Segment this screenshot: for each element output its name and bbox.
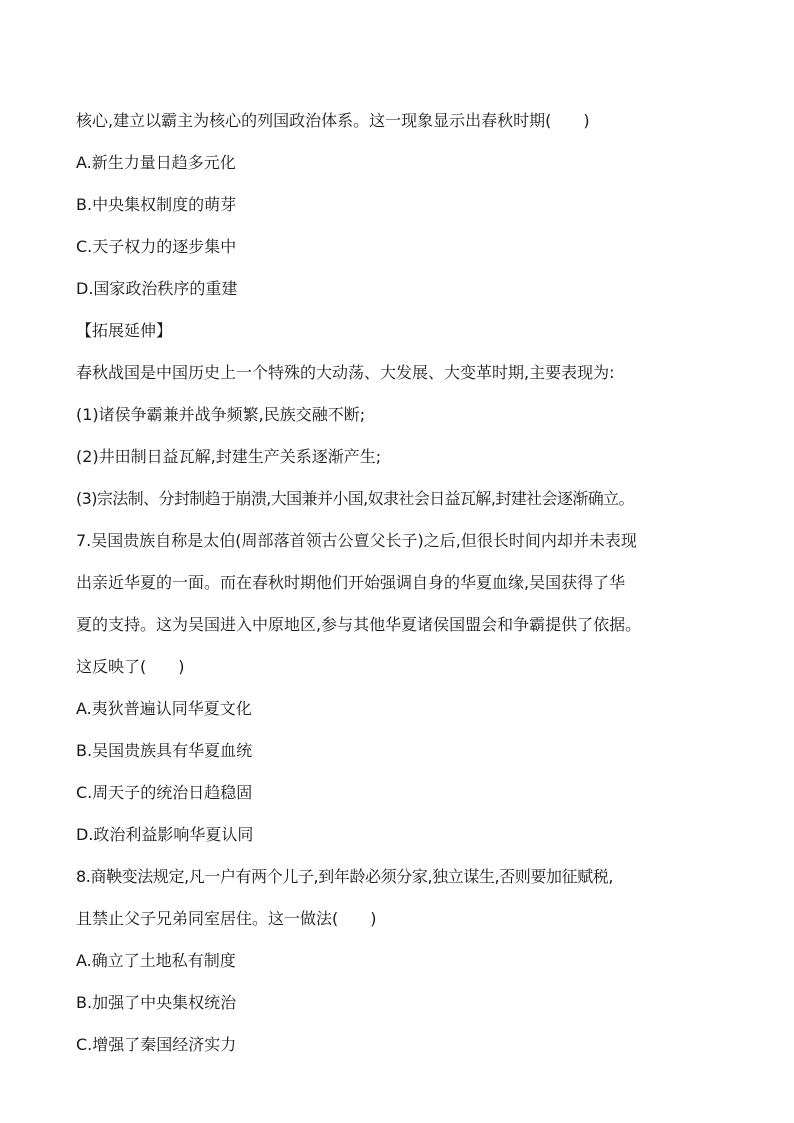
q8-option-b: B.加强了中央集权统治 — [76, 993, 237, 1012]
q8-option-c: C.增强了秦国经济实力 — [76, 1035, 237, 1054]
q7-stem-line-3: 夏的支持。这为吴国进入中原地区,参与其他华夏诸侯国盟会和争霸提供了依据。 — [76, 615, 642, 634]
q7-stem-line-1: 7.吴国贵族自称是太伯(周部落首领古公亶父长子)之后,但很长时间内却并未表现 — [76, 531, 637, 550]
q6-option-b: B.中央集权制度的萌芽 — [76, 195, 237, 214]
q7-option-b: B.吴国贵族具有华夏血统 — [76, 741, 253, 760]
q7-option-c: C.周天子的统治日趋稳固 — [76, 783, 253, 802]
q6-option-a: A.新生力量日趋多元化 — [76, 153, 236, 172]
document-page — [76, 100, 736, 1066]
q8-stem-line-2: 且禁止父子兄弟同室居住。这一做法( ) — [76, 909, 377, 928]
q7-stem-line-2: 出亲近华夏的一面。而在春秋时期他们开始强调自身的华夏血缘,吴国获得了华 — [76, 573, 626, 592]
q7-option-a: A.夷狄普遍认同华夏文化 — [76, 699, 252, 718]
q8-stem-line-1: 8.商鞅变法规定,凡一户有两个儿子,到年龄必须分家,独立谋生,否则要加征赋税, — [76, 867, 614, 886]
q6-option-c: C.天子权力的逐步集中 — [76, 237, 237, 256]
extension-point-1: (1)诸侯争霸兼并战争频繁,民族交融不断; — [76, 405, 366, 424]
q8-option-a: A.确立了土地私有制度 — [76, 951, 236, 970]
q7-option-d: D.政治利益影响华夏认同 — [76, 825, 254, 844]
q6-stem-tail: 核心,建立以霸主为核心的列国政治体系。这一现象显示出春秋时期( ) — [76, 111, 590, 130]
extension-point-2: (2)井田制日益瓦解,封建生产关系逐渐产生; — [76, 447, 382, 466]
q6-option-d: D.国家政治秩序的重建 — [76, 279, 238, 298]
extension-intro: 春秋战国是中国历史上一个特殊的大动荡、大发展、大变革时期,主要表现为: — [76, 363, 615, 382]
extension-heading: 【拓展延伸】 — [76, 321, 173, 340]
extension-point-3: (3)宗法制、分封制趋于崩溃,大国兼并小国,奴隶社会日益瓦解,封建社会逐渐确立。 — [76, 489, 634, 508]
q7-stem-line-4: 这反映了( ) — [76, 657, 185, 676]
